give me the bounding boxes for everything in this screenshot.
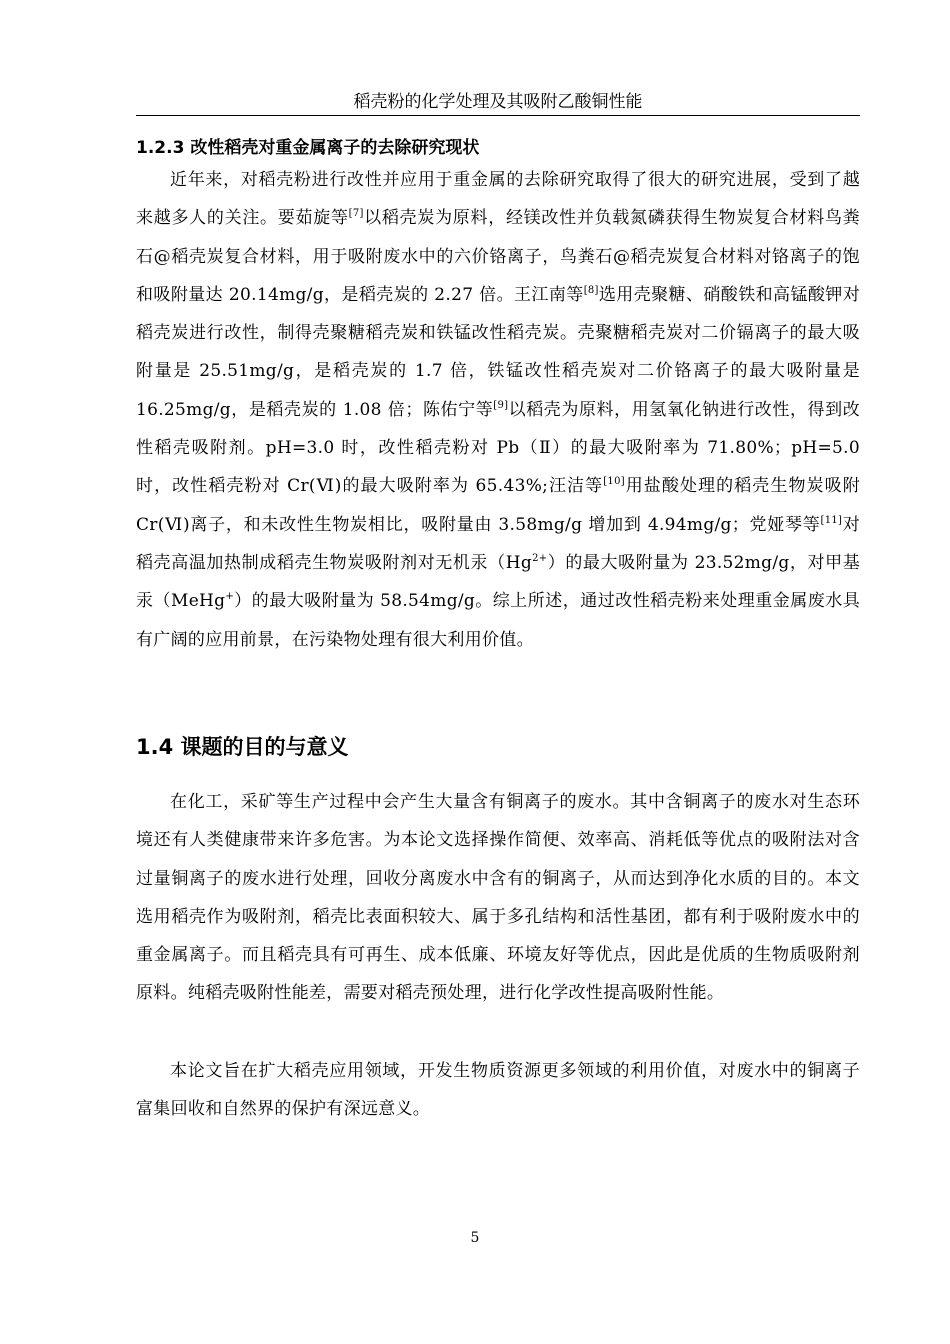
citation-11: [11] — [820, 514, 843, 526]
text-run: 选用壳聚糖、硝酸铁和高锰酸钾对稻壳炭进行改性，制得壳聚糖稻壳炭和铁锰改性稻壳炭。壳聚糖稻壳炭对二价镉离子的最大吸附量是 25.51mg/g，是稻壳炭的 1.7 倍，铁锰改性稻壳炭对二价铬离子的最大吸附量是 16.25mg/g，是稻壳炭的 1.08 倍；陈佑宁等 — [136, 284, 861, 420]
citation-7: [7] — [348, 208, 364, 220]
text-run: 用盐酸处理的稻壳生物炭吸附 Cr(Ⅵ)离子，和未改性生物炭相比，吸附量由 3.58mg/g 增加到 4.94mg/g；党娅琴等 — [136, 476, 860, 535]
paragraph-purpose: 在化工，采矿等生产过程中会产生大量含有铜离子的废水。其中含铜离子的废水对生态环境还有人类健康带来许多危害。为本论文选择操作简便、效率高、消耗低等优点的吸附法对含过量铜离子的废水进行处理，回收分离废水中含有的铜离子，从而达到净化水质的目的。本文选用稻壳作为吸附剂，稻壳比表面积较大、属于多孔结构和活性基团，都有利于吸附废水中的重金属离子。而且稻壳具有可再生、成本低廉、环境友好等优点，因此是优质的生物质吸附剂原料。纯稻壳吸附性能差，需要对稻壳预处理，进行化学改性提高吸附性能。 — [136, 792, 860, 1004]
text-run: ）的最大吸附量为 23.52mg/g，对甲基汞（MeHg — [136, 552, 860, 612]
text-run: 以稻壳为原料，用氢氧化钠进行改性，得到改性稻壳吸附剂。pH=3.0 时，改性稻壳粉对 Pb（Ⅱ）的最大吸附率为 71.80%；pH=5.0 时，改性稻壳粉对 Cr(Ⅵ)的最大吸附率为 65.43%;汪洁等 — [136, 399, 861, 497]
section-heading-1-4: 1.4 课题的目的与意义 — [136, 735, 349, 759]
text-run: 近年来，对稻壳粉进行改性并应用于重金属的去除研究取得了很大的研究进展，受到了越来越多人的关注。要茹旋等 — [136, 170, 860, 229]
running-header: 稻壳粉的化学处理及其吸附乙酸铜性能 — [353, 92, 643, 112]
section-heading-1-2-3: 1.2.3 改性稻壳对重金属离子的去除研究现状 — [136, 138, 480, 158]
page-number: 5 — [470, 1230, 480, 1246]
superscript-charge: 2+ — [532, 552, 548, 564]
header-rule — [136, 115, 860, 116]
text-run: 以稻壳炭为原料，经镁改性并负载氮磷获得生物炭复合材料鸟粪石@稻壳炭复合材料，用于吸附废水中的六价铬离子，鸟粪石@稻壳炭复合材料对铬离子的饱和吸附量达 20.14mg/g，是稻壳炭的 2.27 倍。王江南等 — [136, 208, 860, 305]
paragraph-significance: 本论文旨在扩大稻壳应用领域，开发生物质资源更多领域的利用价值，对废水中的铜离子富集回收和自然界的保护有深远意义。 — [136, 1061, 860, 1120]
superscript-charge: + — [225, 591, 235, 603]
citation-9: [9] — [493, 399, 509, 411]
citation-10: [10] — [603, 476, 625, 488]
citation-8: [8] — [583, 284, 599, 296]
paragraph-research-status — [136, 161, 860, 659]
text-run: ）的最大吸附量为 58.54mg/g。综上所述，通过改性稻壳粉来处理重金属废水具有广阔的应用前景，在污染物处理有很大利用价值。 — [136, 591, 860, 650]
text-run: 对稻壳高温加热制成稻壳生物炭吸附剂对无机汞（Hg — [136, 514, 860, 573]
